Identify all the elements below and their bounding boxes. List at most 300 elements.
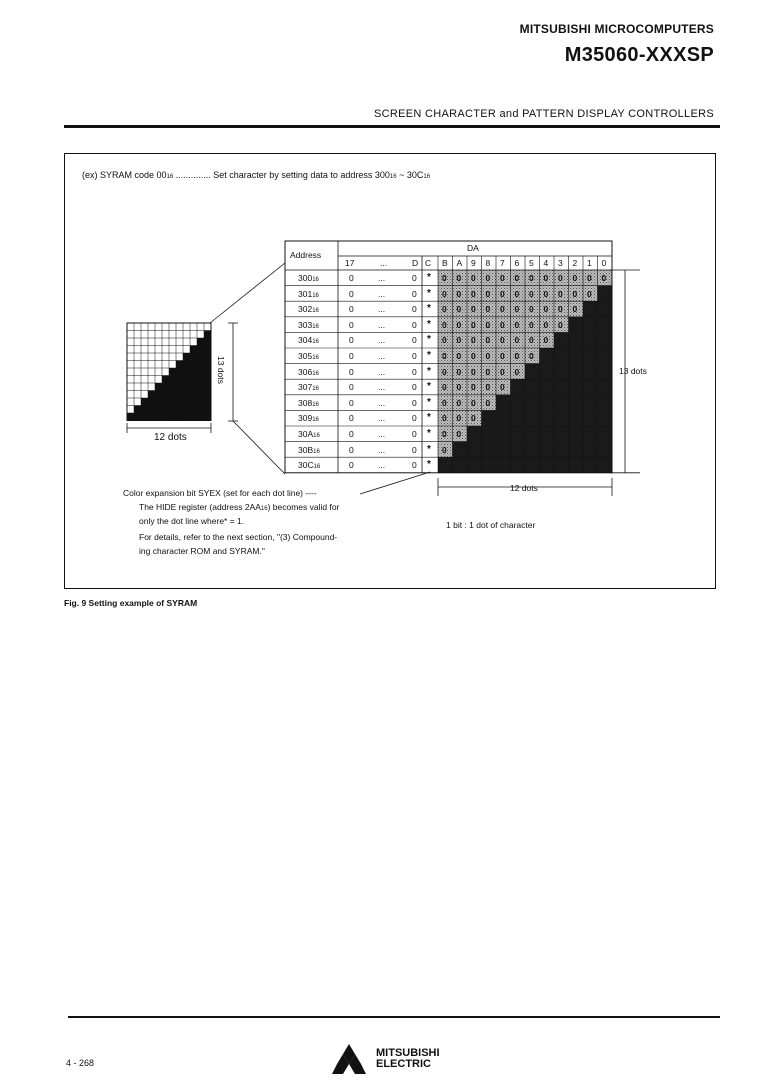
glyph-dot-on xyxy=(190,361,197,369)
bit-cell-one xyxy=(583,395,598,411)
bit-cell-one xyxy=(540,364,555,380)
row-address: 30116 xyxy=(298,288,319,299)
glyph-dot-on xyxy=(169,391,176,399)
glyph-dot-on xyxy=(204,353,211,361)
bit-cell-one xyxy=(554,426,569,442)
bit-value: 0 xyxy=(456,319,462,330)
bit-value: 0 xyxy=(456,429,462,439)
row-ellipsis: ... xyxy=(378,413,386,424)
glyph-dot-on xyxy=(183,413,190,421)
bit-cell-one xyxy=(569,410,584,426)
bit-header: 2 xyxy=(572,258,578,268)
row-bitC: * xyxy=(427,459,431,471)
bit-value: 0 xyxy=(500,351,505,361)
hide-register-note: The HIDE register (address 2AA16) becomes valid for xyxy=(139,502,340,512)
bit-cell-one xyxy=(496,457,511,473)
bit-value: 0 xyxy=(485,382,491,393)
glyph-dot-on xyxy=(141,406,148,414)
row-ellipsis: ... xyxy=(378,304,386,315)
bit-value: 0 xyxy=(529,351,534,361)
bit-value: 0 xyxy=(442,273,447,283)
glyph-dot-on xyxy=(183,391,190,399)
bit-value: 0 xyxy=(456,273,462,283)
row-bitD: 0 xyxy=(412,288,417,299)
bit-value: 0 xyxy=(471,382,476,393)
glyph-dot-on xyxy=(155,383,162,391)
bit-cell-one xyxy=(453,442,468,458)
row-address: 30916 xyxy=(298,413,319,424)
bit-header: 0 xyxy=(601,258,607,268)
bit-cell-one xyxy=(598,301,613,317)
bit-value: 0 xyxy=(500,288,505,299)
bit-cell-one xyxy=(569,364,584,380)
row-bitD: 0 xyxy=(412,335,417,346)
row-ellipsis: ... xyxy=(378,366,386,377)
bit-cell-one xyxy=(540,442,555,458)
row-ellipsis: ... xyxy=(378,460,386,471)
bit-header: 17 xyxy=(345,258,355,268)
bit-value: 0 xyxy=(558,304,563,315)
row-bitC: * xyxy=(427,318,431,330)
bit-cell-one xyxy=(569,379,584,395)
glyph-dot-on xyxy=(190,406,197,414)
row-ellipsis: ... xyxy=(378,288,386,299)
bit-value: 0 xyxy=(529,319,534,330)
bit-cell-one xyxy=(540,395,555,411)
bit-value: 0 xyxy=(587,273,592,283)
glyph-dot-on xyxy=(204,391,211,399)
bit-cell-one xyxy=(525,410,540,426)
glyph-dot-on xyxy=(169,368,176,376)
bit-cell-one xyxy=(583,442,598,458)
bit-value: 0 xyxy=(514,304,520,315)
row-bit17: 0 xyxy=(349,382,354,393)
glyph-dot-on xyxy=(204,368,211,376)
brand-name: MITSUBISHI ELECTRIC xyxy=(376,1047,440,1070)
row-bitD: 0 xyxy=(412,304,417,315)
bit-cell-one xyxy=(540,348,555,364)
glyph-dot-on xyxy=(155,406,162,414)
da-header: DA xyxy=(467,243,479,253)
bit-cell-one xyxy=(598,410,613,426)
bit-cell-one xyxy=(554,395,569,411)
glyph-dot-on xyxy=(190,376,197,384)
bit-value: 0 xyxy=(485,319,491,330)
bit-value: 0 xyxy=(471,273,476,283)
row-bit17: 0 xyxy=(349,444,354,455)
bit-value: 0 xyxy=(471,319,476,330)
bit-cell-one xyxy=(583,426,598,442)
glyph-dot-on xyxy=(183,353,190,361)
glyph-dot-on xyxy=(183,368,190,376)
bit-value: 0 xyxy=(456,288,462,299)
bit-value: 0 xyxy=(442,366,447,377)
glyph-dot-on xyxy=(176,376,183,384)
row-bit17: 0 xyxy=(349,304,354,315)
glyph-dot-on xyxy=(197,391,204,399)
dots-horizontal-left-label: 12 dots xyxy=(154,432,187,443)
connector-line-bottom xyxy=(233,421,285,474)
hide-register-note-2: only the dot line where* = 1. xyxy=(139,516,245,526)
glyph-dot-on xyxy=(197,398,204,406)
bit-value: 0 xyxy=(442,413,447,424)
bit-value: 0 xyxy=(543,319,549,330)
bit-cell-one xyxy=(598,348,613,364)
row-ellipsis: ... xyxy=(378,273,386,283)
bit-value: 0 xyxy=(485,273,491,283)
row-bit17: 0 xyxy=(349,366,354,377)
row-ellipsis: ... xyxy=(378,444,386,455)
row-bitC: * xyxy=(427,381,431,393)
example-line: (ex) SYRAM code 0016 .............. Set character by setting data to address 30016 ~ 30C16 xyxy=(82,170,431,180)
bit-cell-one xyxy=(525,379,540,395)
glyph-dot-on xyxy=(134,413,141,421)
bit-value: 0 xyxy=(471,397,476,408)
bit-value: 0 xyxy=(442,304,447,315)
glyph-dot-on xyxy=(176,383,183,391)
glyph-dot-on xyxy=(183,361,190,369)
bit-value: 0 xyxy=(485,397,491,408)
bit-cell-one xyxy=(583,379,598,395)
bit-cell-one xyxy=(511,457,526,473)
row-address: 30716 xyxy=(298,382,319,393)
glyph-dot-on xyxy=(155,413,162,421)
glyph-dot-on xyxy=(190,391,197,399)
row-bitD: 0 xyxy=(412,444,417,455)
glyph-dot-on xyxy=(204,346,211,354)
row-address: 30316 xyxy=(298,319,319,330)
glyph-dot-on xyxy=(169,376,176,384)
bit-cell-one xyxy=(554,410,569,426)
bit-cell-one xyxy=(453,457,468,473)
glyph-dot-on xyxy=(204,338,211,346)
bit-cell-one xyxy=(554,364,569,380)
row-bitD: 0 xyxy=(412,382,417,393)
row-address: 30C16 xyxy=(298,460,321,471)
row-ellipsis: ... xyxy=(378,335,386,346)
glyph-dot-on xyxy=(141,398,148,406)
bit-header: 9 xyxy=(471,258,476,268)
glyph-dot-on xyxy=(197,368,204,376)
bit-value: 0 xyxy=(558,288,563,299)
bit-cell-one xyxy=(554,348,569,364)
glyph-dot-on xyxy=(162,383,169,391)
glyph-dot-on xyxy=(190,398,197,406)
bit-value: 0 xyxy=(514,288,520,299)
glyph-dot-on xyxy=(148,391,155,399)
glyph-dot-on xyxy=(183,406,190,414)
bit-value: 0 xyxy=(456,397,462,408)
color-expansion-note: Color expansion bit SYEX (set for each dot line) ---- xyxy=(123,488,317,498)
bit-value: 0 xyxy=(529,288,534,299)
row-bitD: 0 xyxy=(412,319,417,330)
bit-value: 0 xyxy=(471,413,476,424)
bit-cell-one xyxy=(511,442,526,458)
bit-cell-one xyxy=(496,442,511,458)
bit-cell-one xyxy=(598,395,613,411)
bit-value: 0 xyxy=(500,335,505,346)
document-subtitle: SCREEN CHARACTER and PATTERN DISPLAY CONTROLLERS xyxy=(374,108,714,120)
bit-value: 0 xyxy=(456,351,462,361)
glyph-dot-on xyxy=(155,398,162,406)
bit-value: 0 xyxy=(543,335,549,346)
row-bitC: * xyxy=(427,287,431,299)
glyph-dot-on xyxy=(204,331,211,339)
bit-value: 0 xyxy=(442,397,447,408)
row-bitC: * xyxy=(427,412,431,424)
row-bitD: 0 xyxy=(412,413,417,424)
bit-value: 0 xyxy=(529,304,534,315)
glyph-dot-on xyxy=(162,406,169,414)
glyph-dot-on xyxy=(176,406,183,414)
bit-header: 1 xyxy=(587,258,592,268)
bit-value: 0 xyxy=(485,335,491,346)
bit-value: 0 xyxy=(543,273,549,283)
bit-header: B xyxy=(442,258,448,268)
row-ellipsis: ... xyxy=(378,382,386,393)
address-header: Address xyxy=(290,250,322,260)
row-bit17: 0 xyxy=(349,273,354,283)
glyph-dot-on xyxy=(155,391,162,399)
row-bitD: 0 xyxy=(412,397,417,408)
row-bitC: * xyxy=(427,365,431,377)
glyph-dot-on xyxy=(162,391,169,399)
bit-value: 0 xyxy=(471,304,476,315)
bit-legend: 1 bit : 1 dot of character xyxy=(446,520,536,530)
bit-value: 0 xyxy=(601,273,607,283)
row-address: 30616 xyxy=(298,366,319,377)
bit-value: 0 xyxy=(558,319,563,330)
bit-value: 0 xyxy=(485,351,491,361)
bit-cell-one xyxy=(583,364,598,380)
bit-value: 0 xyxy=(514,273,520,283)
row-bit17: 0 xyxy=(349,319,354,330)
dots-vertical-left-label: 13 dots xyxy=(216,356,226,384)
glyph-dot-on xyxy=(204,413,211,421)
row-bitC: * xyxy=(427,350,431,361)
bit-value: 0 xyxy=(442,382,447,393)
bit-cell-one xyxy=(496,426,511,442)
row-address: 30416 xyxy=(298,335,319,346)
bit-header: 8 xyxy=(485,258,491,268)
row-bit17: 0 xyxy=(349,351,354,361)
bit-cell-one xyxy=(525,364,540,380)
bit-cell-one xyxy=(569,426,584,442)
bit-value: 0 xyxy=(514,319,520,330)
bit-value: 0 xyxy=(500,273,505,283)
glyph-dot-on xyxy=(169,398,176,406)
bit-cell-one xyxy=(467,426,482,442)
row-bitC: * xyxy=(427,334,431,346)
glyph-dot-on xyxy=(148,413,155,421)
bit-value: 0 xyxy=(500,382,505,393)
bit-cell-one xyxy=(554,442,569,458)
dots-horizontal-right-label: 12 dots xyxy=(510,483,538,493)
bit-value: 0 xyxy=(587,288,592,299)
glyph-dot-on xyxy=(204,383,211,391)
glyph-dot-on xyxy=(162,376,169,384)
bit-cell-one xyxy=(598,364,613,380)
bit-cell-one xyxy=(511,410,526,426)
row-bit17: 0 xyxy=(349,335,354,346)
bit-cell-one xyxy=(496,395,511,411)
bit-cell-one xyxy=(511,426,526,442)
bit-cell-one xyxy=(467,442,482,458)
glyph-dot-on xyxy=(197,346,204,354)
glyph-dot-on xyxy=(197,376,204,384)
row-bit17: 0 xyxy=(349,397,354,408)
bit-cell-one xyxy=(598,442,613,458)
company-line: MITSUBISHI MICROCOMPUTERS xyxy=(519,22,714,36)
glyph-dot-on xyxy=(190,353,197,361)
figure-caption: Fig. 9 Setting example of SYRAM xyxy=(64,598,198,608)
bit-cell-one xyxy=(569,457,584,473)
details-note: For details, refer to the next section, "(3) Compound- xyxy=(139,532,338,542)
bit-value: 0 xyxy=(442,444,447,455)
bit-cell-one xyxy=(496,410,511,426)
bit-value: 0 xyxy=(442,429,447,439)
bit-cell-one xyxy=(569,317,584,333)
glyph-dot-on xyxy=(183,383,190,391)
glyph-dot-on xyxy=(176,368,183,376)
row-ellipsis: ... xyxy=(378,351,386,361)
bit-cell-one xyxy=(467,457,482,473)
glyph-dot-on xyxy=(197,383,204,391)
row-address: 30516 xyxy=(298,351,319,361)
bit-cell-one xyxy=(554,457,569,473)
model-number: M35060-XXXSP xyxy=(564,44,714,66)
row-bit17: 0 xyxy=(349,460,354,471)
bit-value: 0 xyxy=(543,304,549,315)
bit-cell-one xyxy=(598,379,613,395)
footer-rule xyxy=(68,1016,720,1018)
row-bitD: 0 xyxy=(412,460,417,471)
mitsubishi-logo-icon xyxy=(328,1042,370,1076)
bit-cell-one xyxy=(525,395,540,411)
bit-value: 0 xyxy=(514,366,520,377)
glyph-dot-on xyxy=(204,406,211,414)
glyph-dot-on xyxy=(197,406,204,414)
glyph-dot-on xyxy=(162,413,169,421)
bit-value: 0 xyxy=(572,288,578,299)
glyph-dot-on xyxy=(197,338,204,346)
bit-cell-one xyxy=(511,379,526,395)
bit-cell-one xyxy=(583,348,598,364)
bit-cell-one xyxy=(525,457,540,473)
details-note-2: ing character ROM and SYRAM." xyxy=(139,546,265,556)
row-bit17: 0 xyxy=(349,413,354,424)
bit-cell-one xyxy=(569,348,584,364)
glyph-dot-on xyxy=(162,398,169,406)
glyph-dot-on xyxy=(148,406,155,414)
bit-cell-one xyxy=(525,426,540,442)
glyph-dot-on xyxy=(190,383,197,391)
row-address: 30B16 xyxy=(298,444,320,455)
bit-value: 0 xyxy=(456,335,462,346)
row-bitD: 0 xyxy=(412,273,417,283)
bit-value: 0 xyxy=(485,288,491,299)
character-glyph-grid xyxy=(127,323,211,421)
row-address: 30016 xyxy=(298,273,319,283)
glyph-dot-on xyxy=(169,406,176,414)
bit-value: 0 xyxy=(456,413,462,424)
bit-cell-one xyxy=(598,286,613,302)
glyph-dot-on xyxy=(141,413,148,421)
glyph-dot-on xyxy=(197,413,204,421)
bit-value: 0 xyxy=(572,304,578,315)
bit-value: 0 xyxy=(543,288,549,299)
connector-line-top xyxy=(210,263,285,323)
glyph-dot-on xyxy=(204,361,211,369)
dots-vertical-right-label: 13 dots xyxy=(619,366,647,376)
glyph-dot-on xyxy=(169,383,176,391)
bit-cell-one xyxy=(482,457,497,473)
bit-cell-one xyxy=(540,379,555,395)
bit-value: 0 xyxy=(500,319,505,330)
glyph-dot-on xyxy=(169,413,176,421)
bit-header: 6 xyxy=(514,258,520,268)
row-address: 30816 xyxy=(298,397,319,408)
bit-cell-one xyxy=(438,457,453,473)
row-bitD: 0 xyxy=(412,429,417,439)
bit-value: 0 xyxy=(529,273,534,283)
bit-header: 7 xyxy=(500,258,505,268)
bit-cell-one xyxy=(583,457,598,473)
row-ellipsis: ... xyxy=(378,429,386,439)
bit-value: 0 xyxy=(442,351,447,361)
bit-value: 0 xyxy=(485,366,491,377)
bit-value: 0 xyxy=(558,273,563,283)
bit-header: ... xyxy=(380,258,388,268)
bit-value: 0 xyxy=(529,335,534,346)
glyph-dot-on xyxy=(176,398,183,406)
bit-value: 0 xyxy=(442,288,447,299)
row-ellipsis: ... xyxy=(378,319,386,330)
bit-value: 0 xyxy=(471,288,476,299)
bit-value: 0 xyxy=(456,382,462,393)
bit-header: D xyxy=(412,258,419,268)
bit-cell-one xyxy=(525,442,540,458)
bit-value: 0 xyxy=(500,304,505,315)
bit-cell-one xyxy=(540,457,555,473)
page-number: 4 - 268 xyxy=(66,1058,95,1068)
glyph-dot-on xyxy=(134,406,141,414)
bit-cell-one xyxy=(569,395,584,411)
bit-cell-one xyxy=(583,301,598,317)
bit-header: 5 xyxy=(529,258,534,268)
bit-cell-one xyxy=(540,410,555,426)
bit-value: 0 xyxy=(572,273,578,283)
glyph-dot-on xyxy=(190,413,197,421)
bit-value: 0 xyxy=(471,335,476,346)
row-address: 30A16 xyxy=(298,429,320,439)
row-bitC: * xyxy=(427,396,431,408)
glyph-dot-on xyxy=(190,346,197,354)
bit-value: 0 xyxy=(456,366,462,377)
bit-cell-one xyxy=(554,332,569,348)
bit-cell-one xyxy=(482,426,497,442)
bit-header: 3 xyxy=(558,258,563,268)
bit-cell-one xyxy=(583,332,598,348)
row-bitC: * xyxy=(427,303,431,315)
bit-cell-one xyxy=(540,426,555,442)
glyph-dot-on xyxy=(183,376,190,384)
bit-value: 0 xyxy=(442,319,447,330)
glyph-dot-on xyxy=(183,398,190,406)
row-bitC: * xyxy=(427,272,431,283)
bit-cell-one xyxy=(569,332,584,348)
row-bitC: * xyxy=(427,443,431,455)
